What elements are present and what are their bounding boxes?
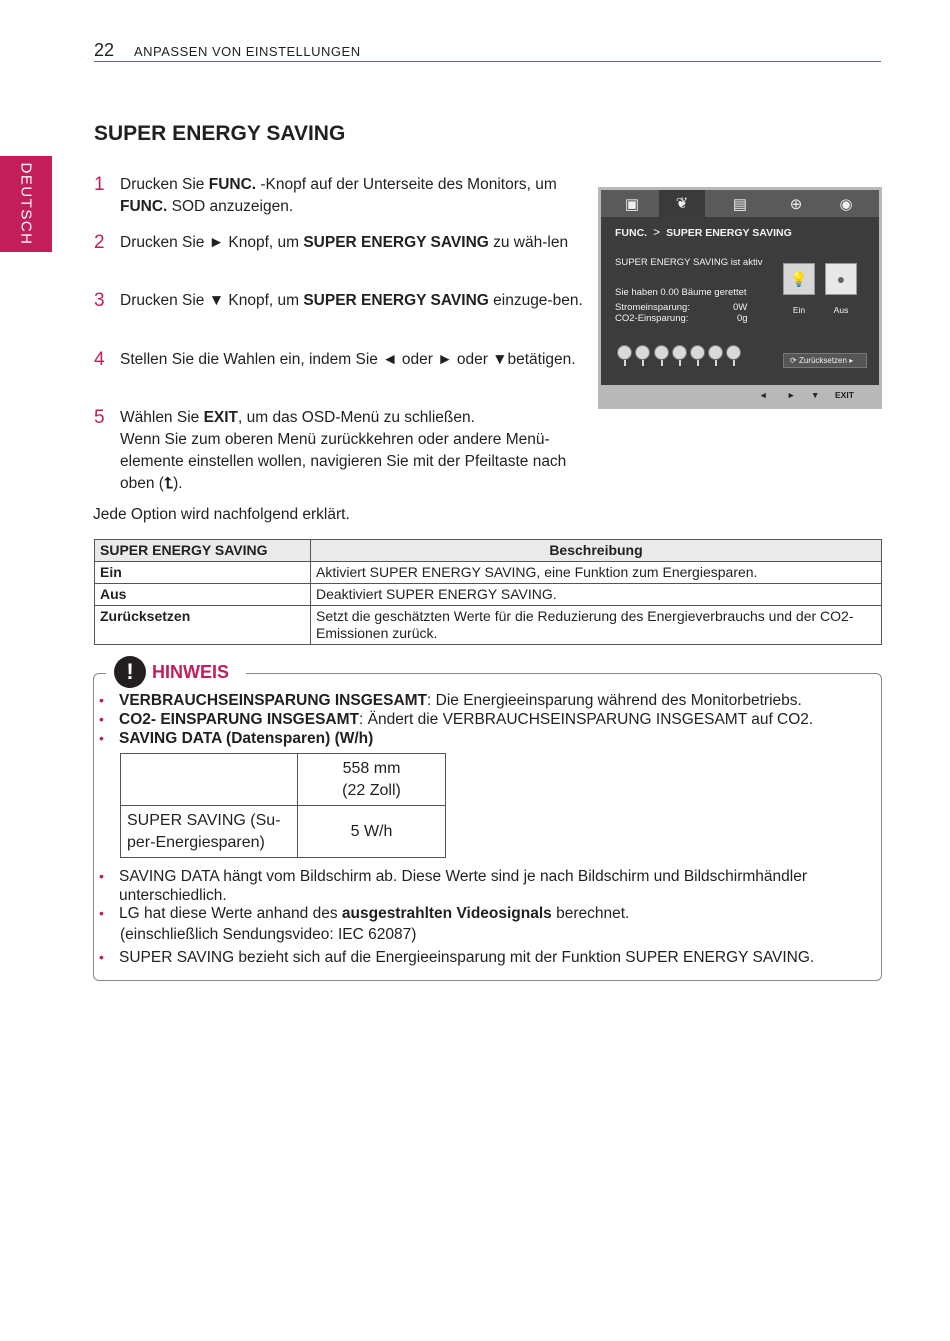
leaf-icon: ❦ <box>659 190 705 217</box>
step-4 <box>94 349 594 393</box>
note-subtext: (einschließlich Sendungsvideo: IEC 62087) <box>120 926 417 943</box>
table-row <box>121 754 446 806</box>
step-text: Wählen Sie EXIT, um das OSD-Menü zu schließen. Wenn Sie zum oberen Menü zurückkehren oder andere Menü-elemente einstellen wollen, navigieren Sie mit der Pfeiltaste nach oben (⮤). <box>120 409 567 492</box>
tree-icon <box>672 345 687 360</box>
note-box: ! HINWEIS • VERBRAUCHSEINSPARUNG INSGESAMT: Die Energieeinsparung während des Monitorbetriebs. • CO2- EINSPARUNG INSGESAMT: Ändert die VERBRAUCHSEINSPARUNG INSGESAMT auf CO2. • SAVING DATA (Datensparen) (W/h) 558 mm (22 Zoll) SUPER SAVING (Su- per-Energiesparen) 5 W/h • SAVING DATA hängt vom Bildschirm ab. Diese Werte sind je nach Bildschirm und Bildschirmhändler unterschiedlich. • LG hat diese Werte anhand des ausgestrahlten Videosignals berechnet. (einschließlich Sendungsvideo: IEC 62087) • SUPER SAVING bezieht sich auf die Energieeinsparung mit der Funktion SUPER ENERGY SAVING. <box>93 673 882 981</box>
language-tab <box>0 156 52 252</box>
step-number: 4 <box>94 349 105 370</box>
table-header-row <box>95 540 882 562</box>
bullet-icon: • <box>99 949 104 965</box>
table-row <box>121 806 446 858</box>
osd-reset-button[interactable]: ⟳ Zurücksetzen ▸ <box>783 353 867 368</box>
globe-icon: ⊕ <box>789 196 803 213</box>
step-number: 3 <box>94 290 105 311</box>
osd-trees-saved: Sie haben 0.00 Bäume gerettet <box>615 287 747 298</box>
table-row <box>95 562 882 584</box>
intro-text: Jede Option wird nachfolgend erklärt. <box>93 506 350 523</box>
table-cell <box>121 754 298 806</box>
section-title: ANPASSEN VON EINSTELLUNGEN <box>134 44 361 59</box>
table-cell: 558 mm (22 Zoll) <box>298 754 446 806</box>
step-number: 1 <box>94 174 105 195</box>
osd-energy-value: 0W <box>733 302 748 313</box>
bullet-icon: • <box>99 868 104 884</box>
picture-mode-icon: ▣ <box>624 196 640 213</box>
warning-icon: ! <box>114 656 146 688</box>
osd-tab-bar <box>601 190 879 217</box>
table-row <box>95 584 882 606</box>
note-header <box>106 656 246 688</box>
table-cell: Ein <box>95 562 311 584</box>
step-5 <box>94 407 594 497</box>
osd-status: SUPER ENERGY SAVING ist aktiv <box>615 257 763 268</box>
table-cell: Zurücksetzen <box>95 606 311 645</box>
osd-co2-label: CO2-Einsparung: <box>615 313 689 324</box>
table-cell: SUPER SAVING (Su- per-Energiesparen) <box>121 806 298 858</box>
nav-left-icon[interactable]: ◄ <box>759 390 768 400</box>
step-text: Drucken Sie FUNC. -Knopf auf der Unterseite des Monitors, um FUNC. SOD anzuzeigen. <box>120 176 557 215</box>
table-cell: Aus <box>95 584 311 606</box>
step-2 <box>94 232 594 276</box>
tree-icon <box>635 345 650 360</box>
step-3 <box>94 290 594 334</box>
nav-down-icon[interactable]: ▼ <box>811 390 820 400</box>
tree-icon <box>690 345 705 360</box>
step-number: 5 <box>94 407 105 428</box>
table-cell: Setzt die geschätzten Werte für die Reduzierung des Energieverbrauchs und der CO2-Emissionen zurück. <box>311 606 882 645</box>
osd-screenshot <box>598 187 882 409</box>
osd-energy-label: Stromeinsparung: <box>615 302 690 313</box>
osd-off-label: Aus <box>833 305 849 315</box>
table-header: SUPER ENERGY SAVING <box>95 540 311 562</box>
table-cell: Aktiviert SUPER ENERGY SAVING, eine Funktion zum Energiesparen. <box>311 562 882 584</box>
lightbulb-icon: 💡 <box>790 271 808 287</box>
step-1 <box>94 174 594 218</box>
page-number: 22 <box>94 40 115 60</box>
table-cell: Deaktiviert SUPER ENERGY SAVING. <box>311 584 882 606</box>
bullet-icon: • <box>99 730 104 746</box>
osd-panel <box>601 217 879 385</box>
tree-icon <box>617 345 632 360</box>
tree-icon <box>726 345 741 360</box>
language-label: DEUTSCH <box>17 162 35 246</box>
tree-icon <box>708 345 723 360</box>
lightbulb-off-icon: ● <box>836 271 846 287</box>
bullet-icon: • <box>99 692 104 708</box>
bullet-icon: • <box>99 711 104 727</box>
settings-icon: ◉ <box>839 196 853 213</box>
saving-data-table <box>120 753 446 858</box>
step-text: Stellen Sie die Wahlen ein, indem Sie ◄ oder ► oder ▼betätigen. <box>120 351 576 368</box>
osd-on-label: Ein <box>792 305 806 315</box>
step-number: 2 <box>94 232 105 253</box>
options-table <box>94 539 882 645</box>
osd-on-button[interactable] <box>783 263 815 295</box>
page-header <box>94 40 881 62</box>
nav-exit-button[interactable]: EXIT <box>835 390 854 400</box>
nav-right-icon[interactable]: ► <box>787 390 796 400</box>
note-title: HINWEIS <box>152 662 230 682</box>
up-arrow-icon: ⮤ <box>163 475 174 492</box>
dual-screen-icon: ▤ <box>732 196 748 213</box>
osd-breadcrumb: FUNC. > SUPER ENERGY SAVING <box>615 225 792 239</box>
step-text: Drucken Sie ► Knopf, um SUPER ENERGY SAVING zu wäh-len <box>120 234 569 251</box>
tree-icon <box>654 345 669 360</box>
table-row <box>95 606 882 645</box>
page-title: SUPER ENERGY SAVING <box>94 122 346 145</box>
table-cell: 5 W/h <box>298 806 446 858</box>
bullet-icon: • <box>99 905 104 921</box>
osd-co2-value: 0g <box>737 313 748 324</box>
step-text: Drucken Sie ▼ Knopf, um SUPER ENERGY SAVING einzuge-ben. <box>120 292 583 309</box>
table-header: Beschreibung <box>311 540 882 562</box>
osd-nav-bar <box>601 385 879 406</box>
osd-off-button[interactable] <box>825 263 857 295</box>
